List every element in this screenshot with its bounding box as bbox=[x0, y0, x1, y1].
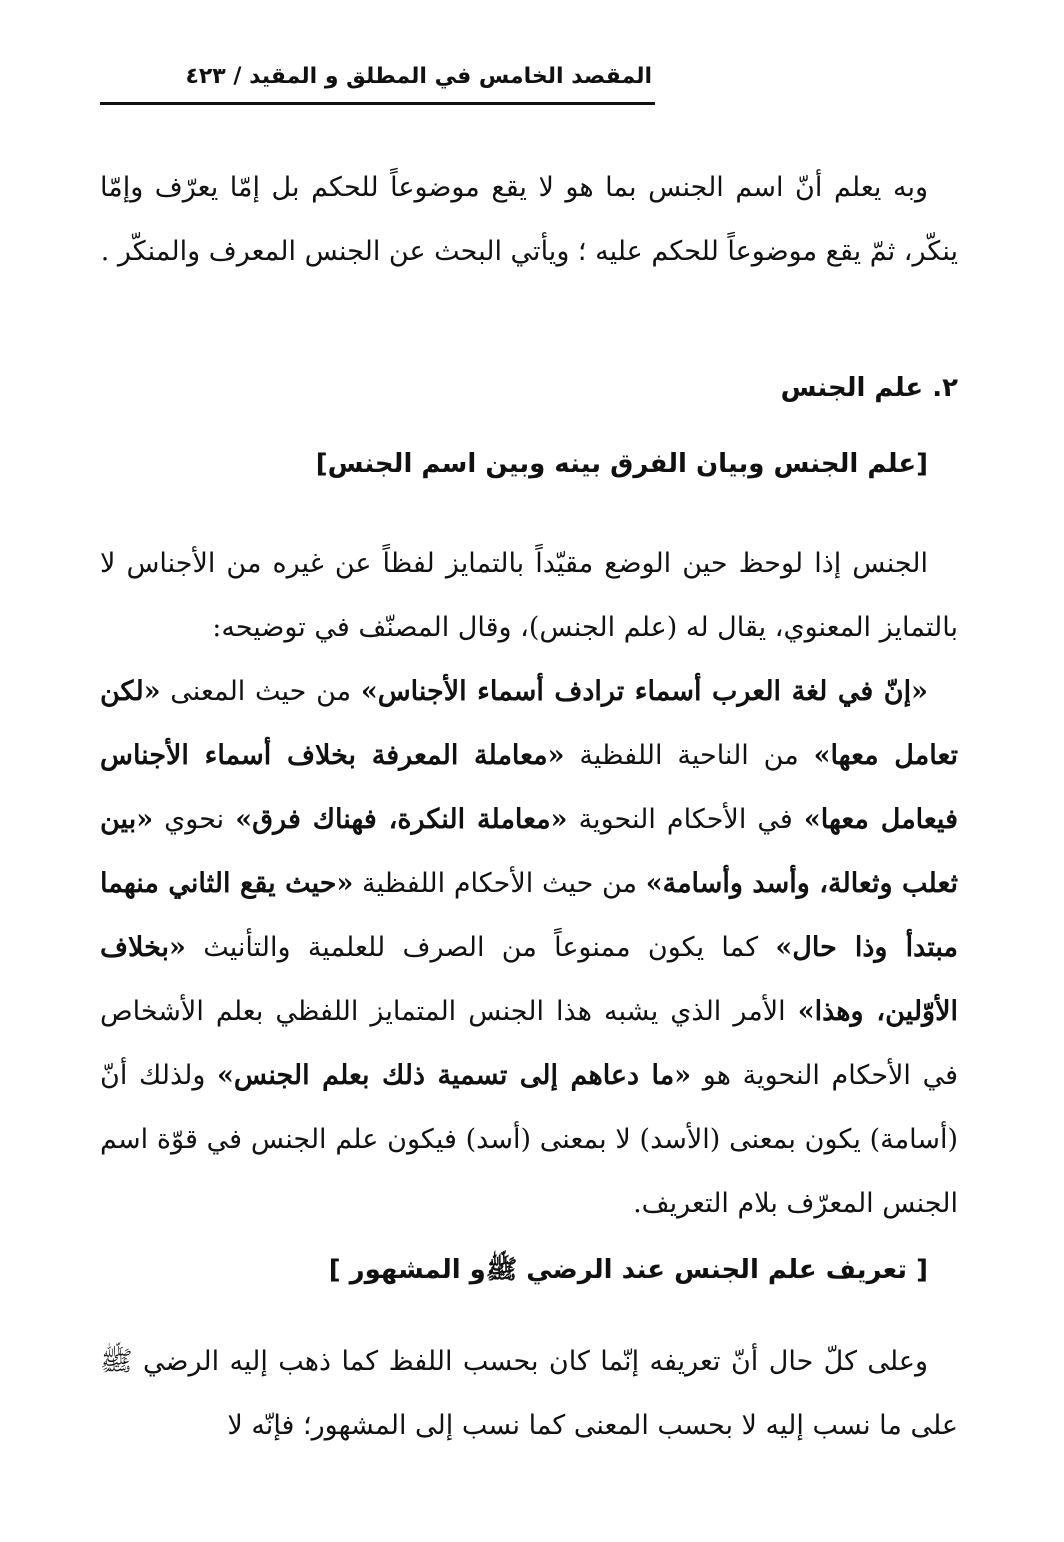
subheading-radi-definition: [ تعريف علم الجنس عند الرضي ﷺو المشهور ] bbox=[328, 1255, 928, 1285]
paragraph-4 bbox=[100, 1330, 958, 1458]
commentary-segment: نحوي bbox=[153, 804, 236, 835]
paragraph-2 bbox=[100, 532, 958, 660]
paragraph-4-text: وعلى كلّ حال أنّ تعريفه إنّما كان بحسب اللفظ كما ذهب إليه الرضي ﷺ على ما نسب إليه لا بحسب المعنى كما نسب إلى المشهور؛ فإنّه لا bbox=[100, 1346, 958, 1441]
paragraph-3 bbox=[100, 660, 958, 1236]
quote-segment: «حيث يقع الثاني منهما مبتدأ وذا حال» bbox=[100, 868, 958, 963]
paragraph-1-text: وبه يعلم أنّ اسم الجنس بما هو لا يقع موضوعاً للحكم بل إمّا يعرّف وإمّا ينكّر، ثمّ يقع موضوعاً للحكم عليه ؛ ويأتي البحث عن الجنس المعرف والمنكّر . bbox=[100, 172, 958, 267]
header-rule bbox=[100, 102, 655, 105]
quote-segment: «ما دعاهم إلى تسمية ذلك بعلم الجنس» bbox=[217, 1060, 692, 1091]
subheading-jins-distinction: [علم الجنس وبيان الفرق بينه وبين اسم الجنس] bbox=[315, 449, 928, 479]
paragraph-2-text: الجنس إذا لوحظ حين الوضع مقيّداً بالتمايز لفظاً عن غيره من الأجناس لا بالتمايز المعنوي، يقال له (علم الجنس)، وقال المصنّف في توضيحه: bbox=[100, 548, 958, 643]
quote-segment: «لكن تعامل معها» bbox=[100, 676, 958, 771]
commentary-segment: من حيث الأحكام اللفظية bbox=[353, 868, 646, 899]
quote-segment: «إنّ في لغة العرب أسماء ترادف أسماء الأجناس» bbox=[360, 676, 929, 707]
quote-segment: «معاملة النكرة، فهناك فرق» bbox=[235, 804, 568, 835]
commentary-segment: من حيث المعنى bbox=[160, 676, 361, 707]
commentary-segment: من الناحية اللفظية bbox=[564, 740, 814, 771]
commentary-segment: الأمر الذي يشبه هذا الجنس المتمايز اللفظي بعلم الأشخاص في الأحكام النحوية هو bbox=[100, 996, 958, 1091]
quote-segment: «بخلاف الأوّلين، وهذا» bbox=[100, 932, 958, 1027]
section-heading: ٢. علم الجنس bbox=[780, 373, 958, 403]
commentary-segment: كما يكون ممنوعاً من الصرف للعلمية والتأنيث bbox=[185, 932, 776, 963]
quote-segment: «بين ثعلب وثعالة، وأسد وأسامة» bbox=[100, 804, 959, 899]
commentary-segment: ولذلك أنّ (أسامة) يكون بمعنى (الأسد) لا بمعنى (أسد) فيكون علم الجنس في قوّة اسم الجنس المعرّف بلام التعريف. bbox=[100, 1060, 958, 1219]
running-head: المقصد الخامس في المطلق و المقيد / ٤٢٣ bbox=[185, 64, 652, 89]
commentary-segment: في الأحكام النحوية bbox=[567, 804, 804, 835]
paragraph-1 bbox=[100, 156, 958, 284]
quote-segment: «معاملة المعرفة بخلاف أسماء الأجناس فيعامل معها» bbox=[100, 740, 958, 835]
